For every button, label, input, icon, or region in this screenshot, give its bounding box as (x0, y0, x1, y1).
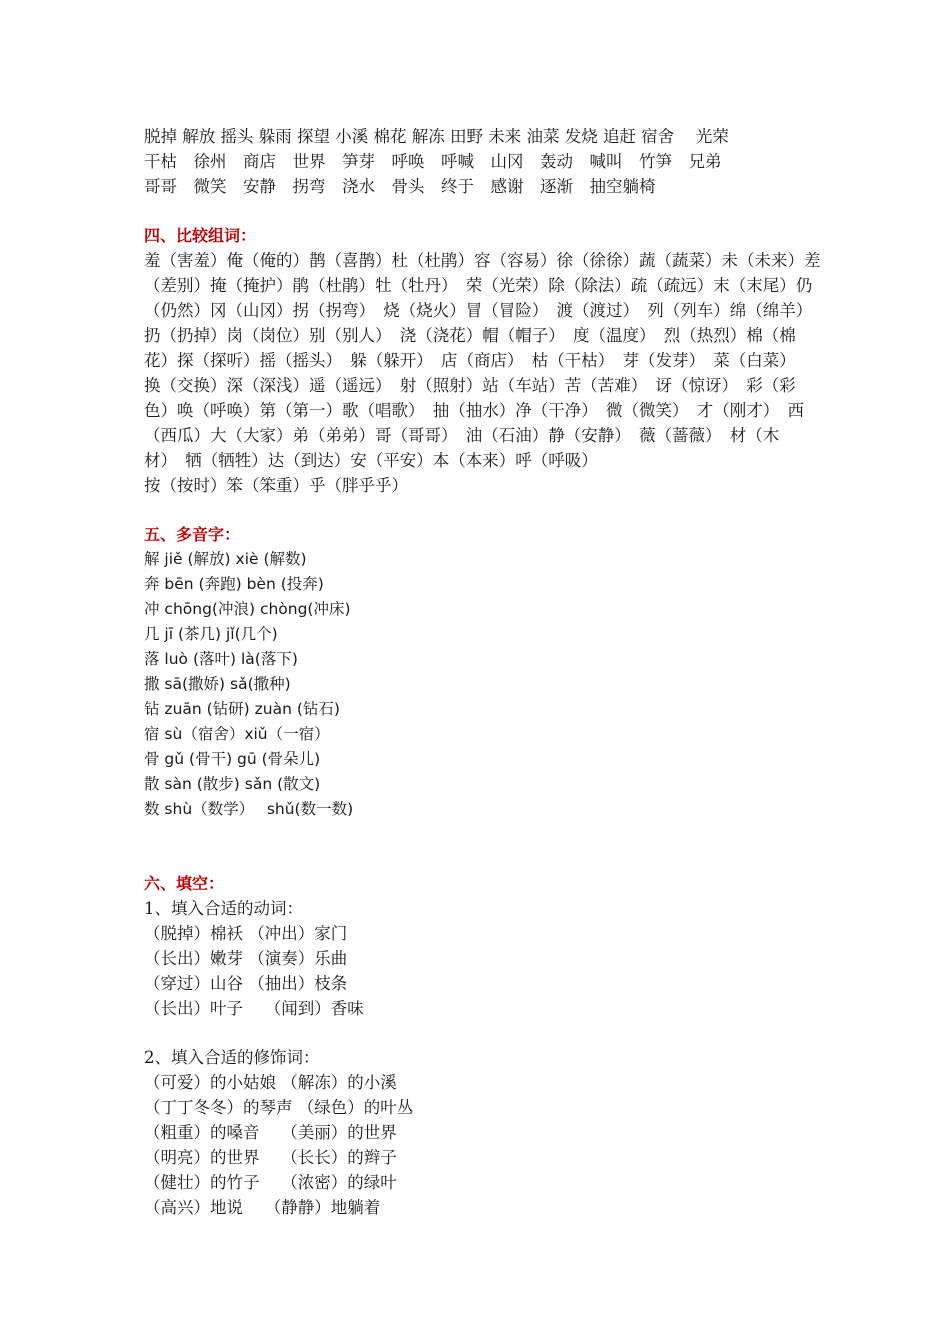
fill-in-line: （明亮）的世界 （长长）的辫子 (144, 1148, 397, 1167)
fill-in-section (144, 871, 814, 1220)
compare-line: （差别）掩（掩护）鹃（杜鹃）牡（牡丹） 荣（光荣）除（除法）疏（疏远）末（末尾）仍 (144, 276, 813, 295)
compare-line: 材） 牺（牺牲）达（到达）安（平安）本（本来）呼（呼吸） (144, 451, 598, 470)
compare-words-section (144, 223, 821, 498)
compare-line: （仍然）冈（山冈）拐（拐弯） 烧（烧火）冒（冒险） 渡（渡过） 列（列车）绵（绵羊） (144, 301, 813, 320)
polyphone-line: 宿 sù（宿舍）xiǔ（一宿） (144, 725, 330, 743)
polyphone-line: 散 sàn (散步) sǎn (散文) (144, 775, 321, 793)
polyphone-line: 钻 zuān (钻研) zuàn (钻石) (144, 700, 340, 718)
compare-line: 羞（害羞）俺（俺的）鹊（喜鹊）杜（杜鹃）容（容易）徐（徐徐）蔬（蔬菜）未（未来）差 (144, 251, 821, 270)
polyphone-line: 落 luò (落叶) là(落下) (144, 650, 298, 668)
polyphone-line: 冲 chōng(冲浪) chòng(冲床) (144, 600, 351, 618)
fill-in-line: （高兴）地说 （静静）地躺着 (144, 1198, 381, 1217)
fill-in-line: （脱掉）棉袄 （冲出）家门 (144, 924, 348, 943)
polyphone-line: 骨 gǔ (骨干) gū (骨朵儿) (144, 750, 321, 768)
section-heading: 五、多音字： (144, 525, 241, 544)
word-list-line: 脱掉 解放 摇头 躲雨 探望 小溪 棉花 解冻 田野 未来 油菜 发烧 追赶 宿舍 光荣 (144, 127, 729, 146)
compare-line: 换（交换）深（深浅）遥（遥远） 射（照射）站（车站）苦（苦难） 讶（惊讶） 彩（彩 (144, 376, 796, 395)
fill-in-line: （长出）嫩芽 （演奏）乐曲 (144, 949, 348, 968)
fill-in-line: （丁丁冬冬）的琴声 （绿色）的叶丛 (144, 1098, 414, 1117)
fill-in-line: （穿过）山谷 （抽出）枝条 (144, 974, 348, 993)
subsection-title: 1、填入合适的动词： (144, 899, 303, 918)
polyphone-line: 奔 bēn (奔跑) bèn (投奔) (144, 575, 324, 593)
section-heading: 四、比较组词： (144, 226, 257, 245)
polyphone-section (144, 522, 814, 822)
word-list-section (144, 124, 814, 199)
compare-line: 花）探（探听）摇（摇头） 躲（躲开） 店（商店） 枯（干枯） 芽（发芽） 菜（白菜） (144, 351, 796, 370)
fill-in-line: （健壮）的竹子 （浓密）的绿叶 (144, 1173, 397, 1192)
fill-in-line: （长出）叶子 （闻到）香味 (144, 999, 364, 1018)
compare-line: 按（按时）笨（笨重）乎（胖乎乎） (144, 476, 408, 495)
word-list-line: 干枯 徐州 商店 世界 笋芽 呼唤 呼喊 山冈 轰动 喊叫 竹笋 兄弟 (144, 152, 722, 171)
document-page (144, 124, 821, 1220)
compare-line: 扔（扔掉）岗（岗位）别（别人） 浇（浇花）帽（帽子） 度（温度） 烈（热烈）棉（棉 (144, 326, 796, 345)
word-list-line: 哥哥 微笑 安静 拐弯 浇水 骨头 终于 感谢 逐渐 抽空躺椅 (144, 177, 656, 196)
polyphone-line: 几 jī (茶几) jǐ(几个) (144, 625, 278, 643)
compare-line: （西瓜）大（大家）弟（弟弟）哥（哥哥） 油（石油）静（安静） 薇（蔷薇） 材（木 (144, 426, 780, 445)
polyphone-line: 撒 sā(撒娇) sǎ(撒种) (144, 675, 291, 693)
subsection-title: 2、填入合适的修饰词： (144, 1048, 320, 1067)
compare-line: 色）唤（呼唤）第（第一）歌（唱歌） 抽（抽水）净（干净） 微（微笑） 才（刚才） 西 (144, 401, 804, 420)
polyphone-line: 数 shù（数学） shǔ(数一数) (144, 800, 354, 818)
section-heading: 六、填空： (144, 874, 225, 893)
fill-in-line: （粗重）的嗓音 （美丽）的世界 (144, 1123, 397, 1142)
fill-in-line: （可爱）的小姑娘 （解冻）的小溪 (144, 1073, 397, 1092)
polyphone-line: 解 jiě (解放) xiè (解数) (144, 550, 307, 568)
